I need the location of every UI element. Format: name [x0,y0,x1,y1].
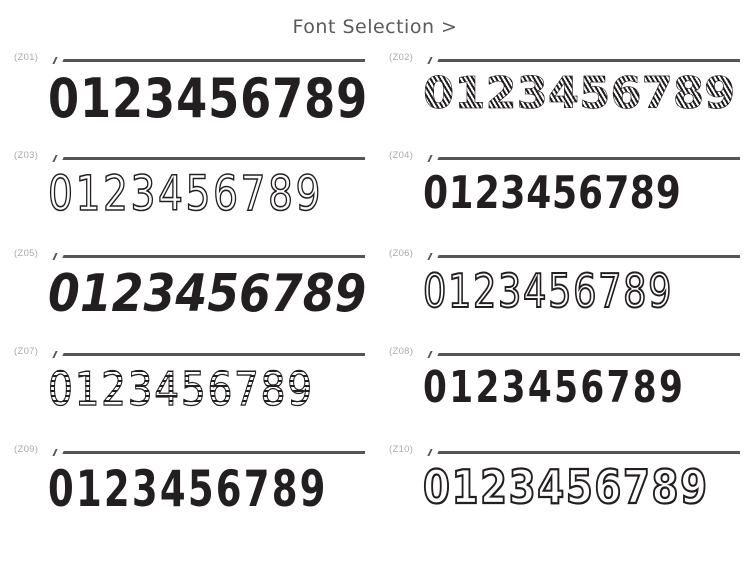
specimen-code: (Z08) [389,346,414,357]
specimen-numerals: 0123456789 [422,166,683,219]
specimen-rule-icon [433,157,740,160]
specimen-grid [0,52,750,542]
specimen-header [389,150,740,166]
specimen-rule-icon [433,451,740,454]
specimen-numerals: 0123456789 [423,264,674,318]
specimen-cell-z08[interactable] [375,346,750,444]
specimen-numerals: 0123456789 [423,362,686,413]
specimen-header [14,52,365,68]
specimen-code: (Z05) [14,248,39,259]
specimen-cell-z09[interactable] [0,444,375,542]
specimen-cell-z02[interactable] [375,52,750,150]
specimen-rule-icon [433,353,740,356]
specimen-cell-z04[interactable] [375,150,750,248]
specimen-numerals: 0123456789 [48,460,328,518]
specimen-numerals: 0123456789 [48,264,367,324]
specimen-header [389,444,740,460]
specimen-header [14,150,365,166]
specimen-code: (Z02) [389,52,414,63]
specimen-cell-z01[interactable] [0,52,375,150]
specimen-header [389,248,740,264]
specimen-numerals: 0123456789 [48,366,326,412]
specimen-code: (Z07) [14,346,39,357]
specimen-cell-z03[interactable] [0,150,375,248]
specimen-code: (Z01) [14,52,39,63]
specimen-code: (Z09) [14,444,39,455]
specimen-rule-icon [58,353,365,356]
specimen-header [389,346,740,362]
specimen-header [389,52,740,68]
specimen-rule-icon [58,255,365,258]
specimen-code: (Z03) [14,150,39,161]
page-title: Font Selection > [292,16,458,38]
specimen-rule-icon [433,59,740,62]
specimen-code: (Z06) [389,248,414,259]
specimen-numerals: 0123456789 [423,460,709,514]
specimen-header [14,444,365,460]
specimen-header [14,248,365,264]
specimen-code: (Z04) [389,150,414,161]
specimen-rule-icon [58,59,365,62]
specimen-cell-z10[interactable] [375,444,750,542]
specimen-cell-z07[interactable] [0,346,375,444]
specimen-numerals: 0123456789 [423,72,750,116]
specimen-header [14,346,365,362]
specimen-cell-z05[interactable] [0,248,375,346]
specimen-cell-z06[interactable] [375,248,750,346]
specimen-rule-icon [433,255,740,258]
specimen-rule-icon [58,157,365,160]
specimen-rule-icon [58,451,365,454]
specimen-code: (Z10) [389,444,414,455]
specimen-numerals: 0123456789 [48,67,369,130]
specimen-numerals: 0123456789 [48,166,324,222]
